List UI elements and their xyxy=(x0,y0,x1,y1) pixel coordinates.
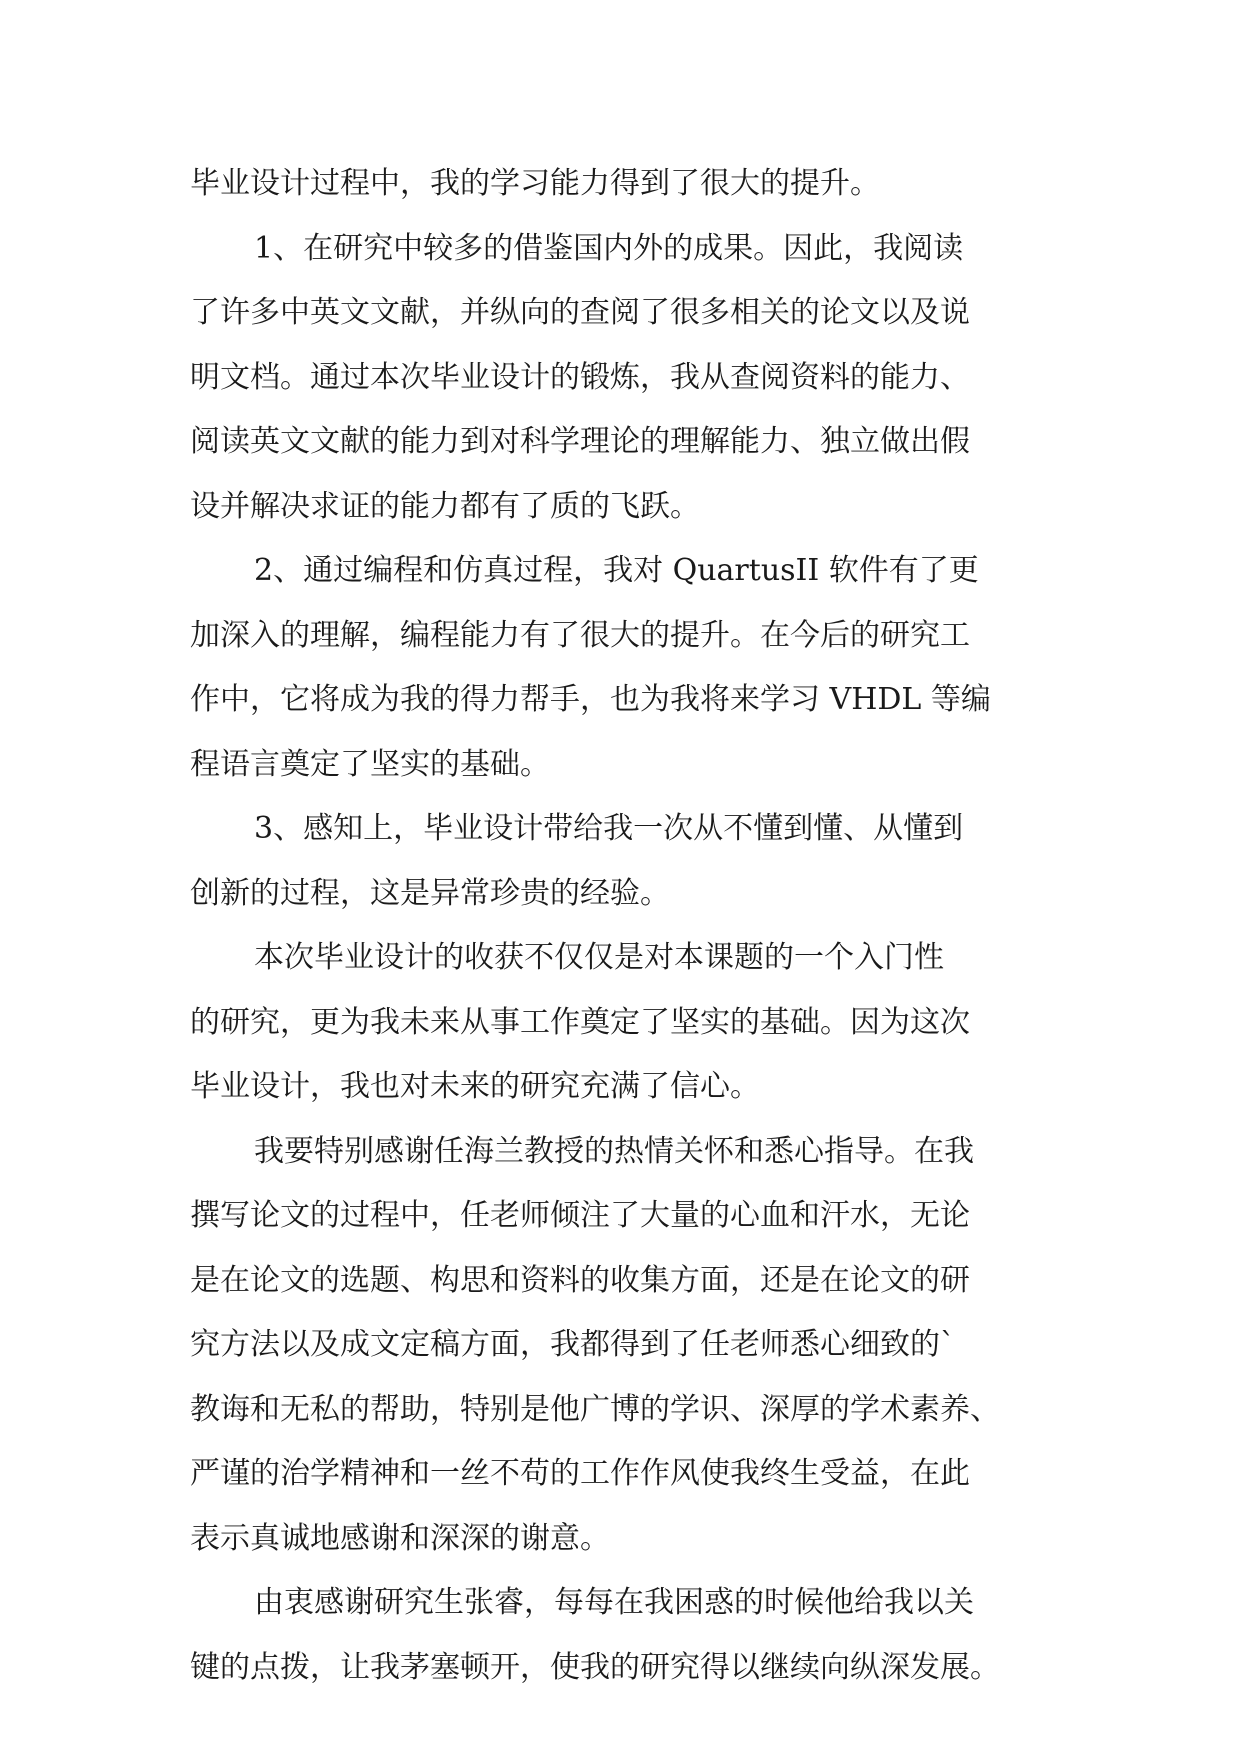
text-line: 究方法以及成文定稿方面，我都得到了任老师悉心细致的` xyxy=(190,1327,955,1362)
text-line: 作中，它将成为我的得力帮手，也为我将来学习 VHDL 等编 xyxy=(190,682,991,717)
document-body xyxy=(190,152,1070,1700)
text-line: 是在论文的选题、构思和资料的收集方面，还是在论文的研 xyxy=(190,1262,970,1298)
text-line: 设并解决求证的能力都有了质的飞跃。 xyxy=(190,488,700,524)
text-line: 撰写论文的过程中，任老师倾注了大量的心血和汗水，无论 xyxy=(190,1198,970,1233)
text-line: 阅读英文文献的能力到对科学理论的理解能力、独立做出假 xyxy=(190,424,970,459)
text-line: 创新的过程，这是异常珍贵的经验。 xyxy=(190,875,670,911)
text-line: 3、感知上，毕业设计带给我一次从不懂到懂、从懂到 xyxy=(254,811,964,846)
text-line: 严谨的治学精神和一丝不苟的工作作风使我终生受益，在此 xyxy=(190,1456,970,1491)
text-line: 2、通过编程和仿真过程，我对 QuartusII 软件有了更 xyxy=(254,553,979,588)
text-line: 我要特别感谢任海兰教授的热情关怀和悉心指导。在我 xyxy=(254,1133,974,1169)
text-line: 表示真诚地感谢和深深的谢意。 xyxy=(190,1520,610,1556)
text-line: 本次毕业设计的收获不仅仅是对本课题的一个入门性 xyxy=(254,940,944,975)
text-line: 毕业设计过程中，我的学习能力得到了很大的提升。 xyxy=(190,166,880,201)
text-line: 毕业设计，我也对未来的研究充满了信心。 xyxy=(190,1069,760,1104)
text-line: 程语言奠定了坚实的基础。 xyxy=(190,746,550,782)
text-line: 的研究，更为我未来从事工作奠定了坚实的基础。因为这次 xyxy=(190,1004,970,1040)
text-line: 由衷感谢研究生张睿，每每在我困惑的时候他给我以关 xyxy=(254,1585,974,1620)
text-line: 键的点拨，让我茅塞顿开，使我的研究得以继续向纵深发展。 xyxy=(190,1649,1000,1685)
text-line: 教诲和无私的帮助，特别是他广博的学识、深厚的学术素养、 xyxy=(190,1391,1000,1427)
text-line: 1、在研究中较多的借鉴国内外的成果。因此，我阅读 xyxy=(254,230,964,266)
text-line: 明文档。通过本次毕业设计的锻炼，我从查阅资料的能力、 xyxy=(190,359,970,395)
text-line: 了许多中英文文献，并纵向的查阅了很多相关的论文以及说 xyxy=(190,295,970,330)
text-line: 加深入的理解，编程能力有了很大的提升。在今后的研究工 xyxy=(190,617,970,653)
